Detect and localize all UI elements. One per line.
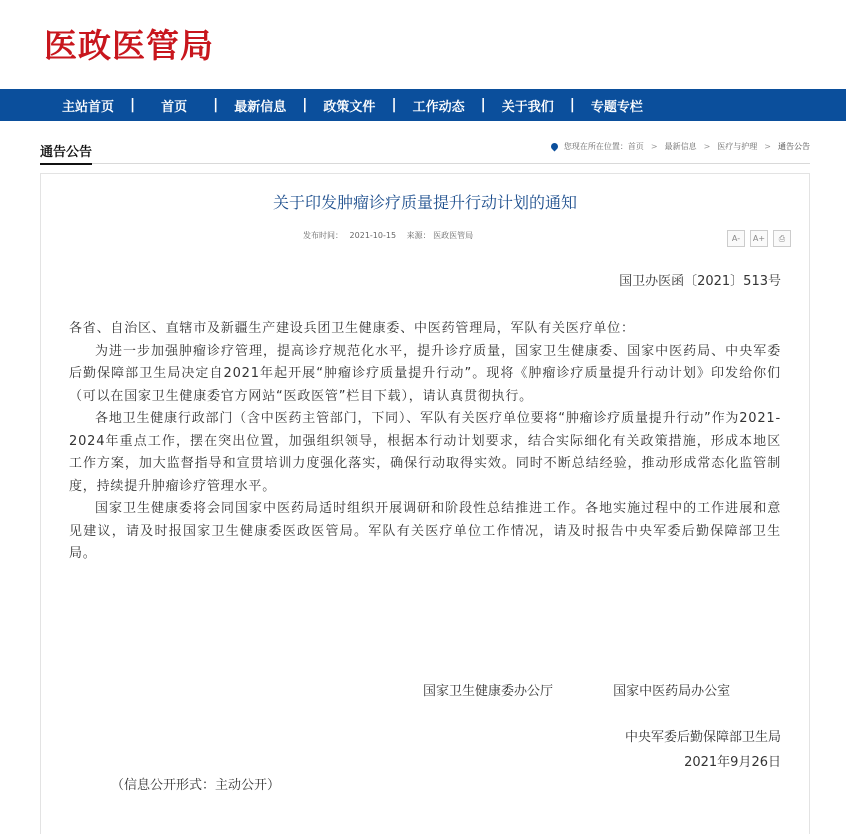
article-body — [69, 318, 781, 566]
nav-item-topics[interactable]: 专题专栏 — [590, 99, 643, 115]
print-icon[interactable]: ⎙ — [773, 230, 791, 247]
publish-date: 2021-10-15 — [349, 231, 397, 240]
paragraph: 为进一步加强肿瘤诊疗管理，提高诊疗规范化水平，提升诊疗质量，国家卫生健康委、国家中医药局、中央军委后勤保障部卫生局决定自2021年起开展“肿瘤诊疗质量提升行动”。现将《肿瘤诊疗质量提升行动计划》印发给你们（可以在国家卫生健康委官方网站“医政医管”栏目下载），请认真贯彻执行。 — [69, 343, 781, 404]
date-label: 发布时间： — [303, 231, 343, 240]
nav-item-main-home[interactable]: 主站首页 — [62, 99, 115, 115]
breadcrumb-home[interactable]: 首页 — [627, 142, 644, 151]
issue-date: 2021年9月26日 — [684, 755, 781, 770]
section-title: 通告公告 — [40, 141, 92, 165]
location-pin-icon — [549, 142, 559, 152]
article-meta — [303, 230, 477, 241]
issuer: 国家中医药局办公室 — [613, 684, 731, 699]
nav-separator: | — [130, 97, 136, 113]
breadcrumb-prefix: 您现在所在位置： — [563, 142, 628, 151]
article-tools — [727, 230, 791, 247]
breadcrumb-latest[interactable]: 最新信息 — [664, 142, 697, 151]
font-larger-button[interactable]: A+ — [750, 230, 768, 247]
addressee: 各省、自治区、直辖市及新疆生产建设兵团卫生健康委、中医药管理局，军队有关医疗单位： — [69, 321, 635, 336]
nav-item-latest[interactable]: 最新信息 — [234, 99, 287, 115]
paragraph: 各地卫生健康行政部门（含中医药主管部门，下同）、军队有关医疗单位要将“肿瘤诊疗质量提升行动”作为2021-2024年重点工作，摆在突出位置，加强组织领导，根据本行动计划要求，结合实际细化有关政策措施，形成本地区工作方案，加大监督指导和宣贯培训力度强化落实，确保行动取得实效。同时不断总结经验，推动形成常态化监管制度，持续提升肿瘤诊疗管理水平。 — [69, 411, 781, 494]
nav-separator: | — [213, 97, 219, 113]
main-nav — [0, 89, 846, 121]
nav-item-home[interactable]: 首页 — [161, 99, 188, 115]
article-title: 关于印发肿瘤诊疗质量提升行动计划的通知 — [272, 193, 577, 212]
paragraph: 国家卫生健康委将会同国家中医药局适时组织开展调研和阶段性总结推进工作。各地实施过程中的工作进展和意见建议，请及时报国家卫生健康委医政医管局。军队有关医疗单位工作情况，请及时报告中央军委后勤保障部卫生局。 — [69, 501, 781, 561]
breadcrumb — [551, 141, 810, 152]
nav-item-about[interactable]: 关于我们 — [501, 99, 554, 115]
issuer-line — [423, 680, 730, 699]
breadcrumb-current[interactable]: 通告公告 — [778, 142, 810, 151]
disclosure-note: （信息公开形式：主动公开） — [111, 778, 281, 793]
nav-separator: | — [391, 97, 397, 113]
source-label: 来源： — [406, 231, 431, 240]
nav-separator: | — [302, 97, 308, 113]
nav-item-work-news[interactable]: 工作动态 — [412, 99, 465, 115]
document-number: 国卫办医函〔2021〕513号 — [619, 274, 781, 289]
nav-separator: | — [569, 97, 575, 113]
issuer: 国家卫生健康委办公厅 — [423, 684, 554, 699]
breadcrumb-separator: > — [764, 142, 771, 151]
breadcrumb-separator: > — [703, 142, 711, 151]
breadcrumb-medical-nursing[interactable]: 医疗与护理 — [717, 142, 758, 151]
font-smaller-button[interactable]: A- — [727, 230, 745, 247]
issuer: 中央军委后勤保障部卫生局 — [624, 730, 781, 745]
section-header — [40, 139, 810, 164]
article-panel — [40, 173, 810, 834]
nav-separator: | — [480, 97, 486, 113]
nav-item-policy[interactable]: 政策文件 — [323, 99, 376, 115]
site-logo[interactable]: 医政医管局 — [44, 26, 214, 65]
source-name: 医政医管局 — [433, 231, 474, 240]
breadcrumb-separator: > — [650, 142, 658, 151]
